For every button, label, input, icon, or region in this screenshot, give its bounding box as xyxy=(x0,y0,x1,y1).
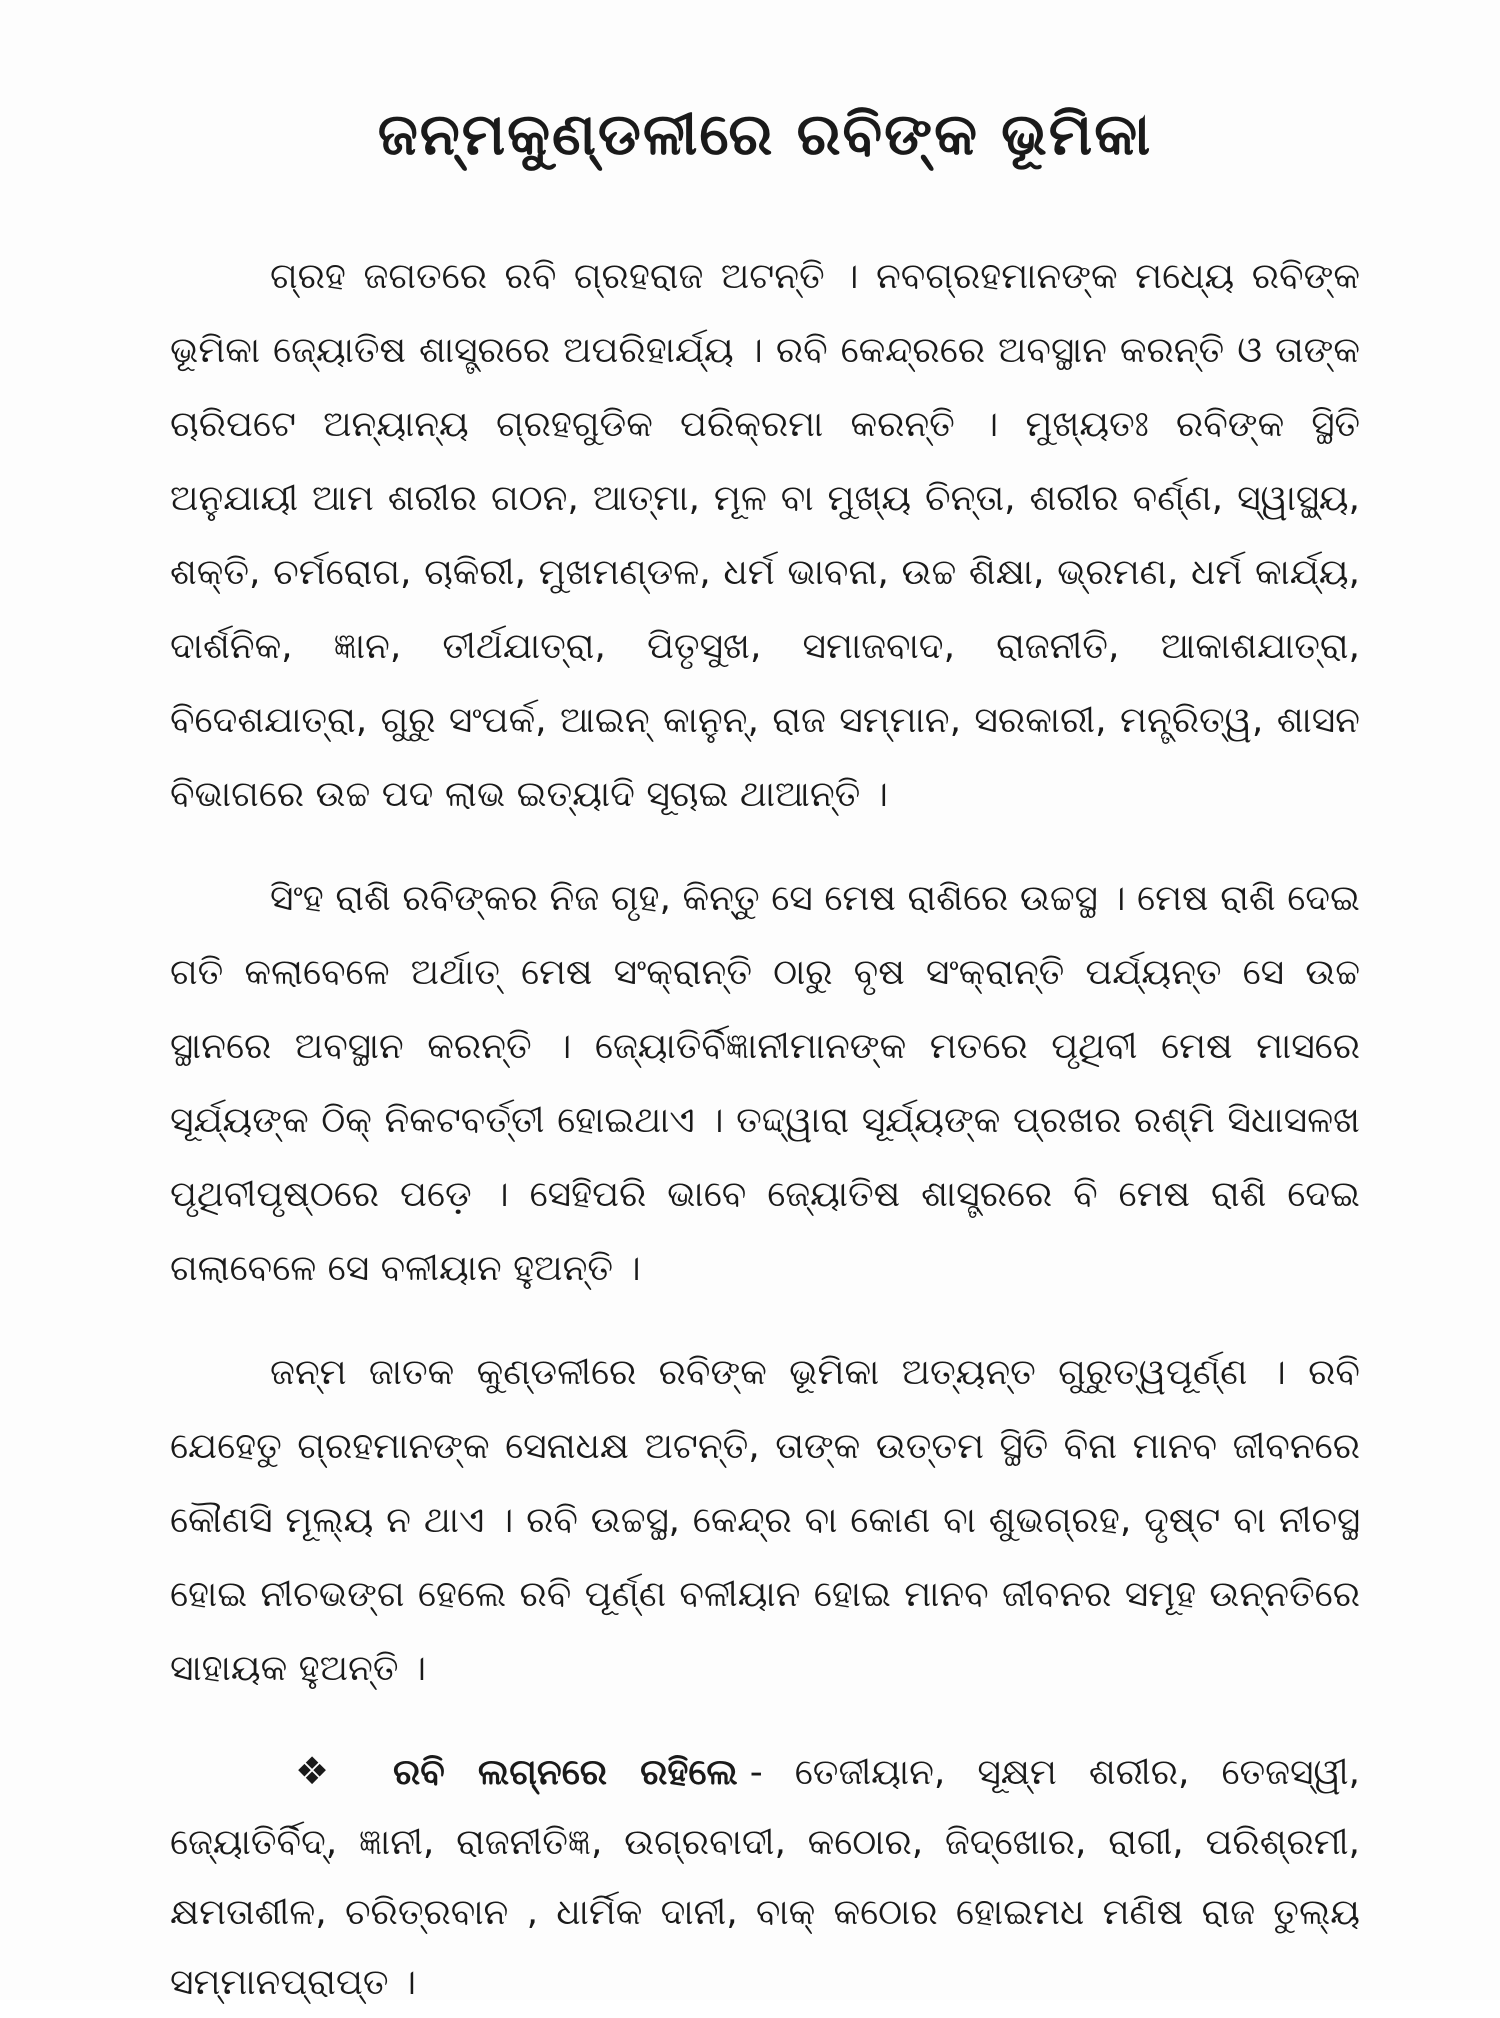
paragraph-2: ସିଂହ ରାଶି ରବିଙ୍କର ନିଜ ଗୃହ, କିନ୍ତୁ ସେ ମେଷ ରାଶିରେ ଉଚ୍ଚସ୍ଥ । ମେଷ ରାଶି ଦେଇ ଗତି କଲାବେଳେ ଅର୍ଥାତ୍ ମେଷ ସଂକ୍ରାନ୍ତି ଠାରୁ ବୃଷ ସଂକ୍ରାନ୍ତି ପର୍ଯ୍ୟନ୍ତ ସେ ଉଚ୍ଚ ସ୍ଥାନରେ ଅବସ୍ଥାନ କରନ୍ତି । ଜ୍ୟୋତିର୍ବିଜ୍ଞାନୀମାନଙ୍କ ମତରେ ପୃଥିବୀ ମେଷ ମାସରେ ସୂର୍ଯ୍ୟଙ୍କ ଠିକ୍ ନିକଟବର୍ତ୍ତୀ ହୋଇଥାଏ । ତଦ୍ଦ୍ୱାରା ସୂର୍ଯ୍ୟଙ୍କ ପ୍ରଖର ରଶ୍ମି ସିଧାସଳଖ ପୃଥିବୀପୃଷ୍ଠରେ ପଡ଼େ । ସେହିପରି ଭାବେ ଜ୍ୟୋତିଷ ଶାସ୍ତ୍ରରେ ବି ମେଷ ରାଶି ଦେଇ ଗଲାବେଳେ ସେ ବଳୀୟାନ ହୁଅନ୍ତି । xyxy=(170,877,1360,1289)
bullet-text: - ତେଜୀୟାନ, ସୂକ୍ଷ୍ମ ଶରୀର, ତେଜସ୍ୱୀ, ଜ୍ୟୋତିର୍ବିଦ୍, ଜ୍ଞାନୀ, ରାଜନୀତିଜ୍ଞ, ଉଗ୍ରବାଦୀ, କଠୋର, ଜିଦ୍‌ଖୋର, ରାଗୀ, ପରିଶ୍ରମୀ, କ୍ଷମତାଶୀଳ, ଚରିତ୍ରବାନ , ଧାର୍ମିକ ଦାନୀ, ବାକ୍ କଠୋର ହୋଇମଧ ମଣିଷ ରାଜ ତୁଲ୍ୟ ସମ୍ମାନପ୍ରାପ୍ତ । xyxy=(170,1751,1360,2003)
paragraph-1: ଗ୍ରହ ଜଗତରେ ରବି ଗ୍ରହରାଜ ଅଟନ୍ତି । ନବଗ୍ରହମାନଙ୍କ ମଧ୍ୟେ ରବିଙ୍କ ଭୂମିକା ଜ୍ୟୋତିଷ ଶାସ୍ତ୍ରରେ ଅପରିହାର୍ଯ୍ୟ । ରବି କେନ୍ଦ୍ରରେ ଅବସ୍ଥାନ କରନ୍ତି ଓ ତାଙ୍କ ଚାରିପଟେ ଅନ୍ୟାନ୍ୟ ଗ୍ରହଗୁଡିକ ପରିକ୍ରମା କରନ୍ତି । ମୁଖ୍ୟତଃ ରବିଙ୍କ ସ୍ଥିତି ଅନୁଯାୟୀ ଆମ ଶରୀର ଗଠନ, ଆତ୍ମା, ମୂଳ ବା ମୁଖ୍ୟ ଚିନ୍ତା, ଶରୀର ବର୍ଣ୍ଣ, ସ୍ୱାସ୍ଥ୍ୟ, ଶକ୍ତି, ଚର୍ମରୋଗ, ଚାକିରୀ, ମୁଖମଣ୍ଡଳ, ଧର୍ମ ଭାବନା, ଉଚ୍ଚ ଶିକ୍ଷା, ଭ୍ରମଣ, ଧର୍ମ କାର୍ଯ୍ୟ, ଦାର୍ଶନିକ, ଜ୍ଞାନ, ତୀର୍ଥଯାତ୍ରା, ପିତୃସୁଖ, ସମାଜବାଦ, ରାଜନୀତି, ଆକାଶଯାତ୍ରା, ବିଦେଶଯାତ୍ରା, ଗୁରୁ ସଂପର୍କ, ଆଇନ୍ କାନୁନ୍, ରାଜ ସମ୍ମାନ, ସରକାରୀ, ମନ୍ତ୍ରିତ୍ୱ, ଶାସନ ବିଭାଗରେ ଉଚ୍ଚ ପଦ ଲାଭ ଇତ୍ୟାଦି ସୂଚାଇ ଥାଆନ୍ତି । xyxy=(170,255,1360,815)
page-title: ଜନ୍ମକୁଣ୍ଡଳୀରେ ରବିଙ୍କ ଭୂମିକା xyxy=(377,100,1153,168)
bullet-lead: ରବି ଲଗ୍ନରେ ରହିଲେ xyxy=(393,1751,738,1793)
paragraph-3: ଜନ୍ମ ଜାତକ କୁଣ୍ଡଳୀରେ ରବିଙ୍କ ଭୂମିକା ଅତ୍ୟନ୍ତ ଗୁରୁତ୍ୱପୂର୍ଣ୍ଣ । ରବି ଯେହେତୁ ଗ୍ରହମାନଙ୍କ ସେନାଧକ୍ଷ ଅଟନ୍ତି, ତାଙ୍କ ଉତ୍ତମ ସ୍ଥିତି ବିନା ମାନବ ଜୀବନରେ କୌଣସି ମୂଲ୍ୟ ନ ଥାଏ । ରବି ଉଚ୍ଚସ୍ଥ, କେନ୍ଦ୍ର ବା କୋଣ ବା ଶୁଭଗ୍ରହ, ଦୃଷ୍ଟ ବା ନୀଚସ୍ଥ ହୋଇ ନୀଚଭଙ୍ଗ ହେଲେ ରବି ପୂର୍ଣ୍ଣ ବଳୀୟାନ ହୋଇ ମାନବ ଜୀବନର ସମୂହ ଉନ୍ନତିରେ ସାହାୟକ ହୁଅନ୍ତି । xyxy=(170,1351,1360,1689)
bullet-icon: ❖ xyxy=(295,1748,330,1793)
bullet-item xyxy=(170,1736,1360,2018)
